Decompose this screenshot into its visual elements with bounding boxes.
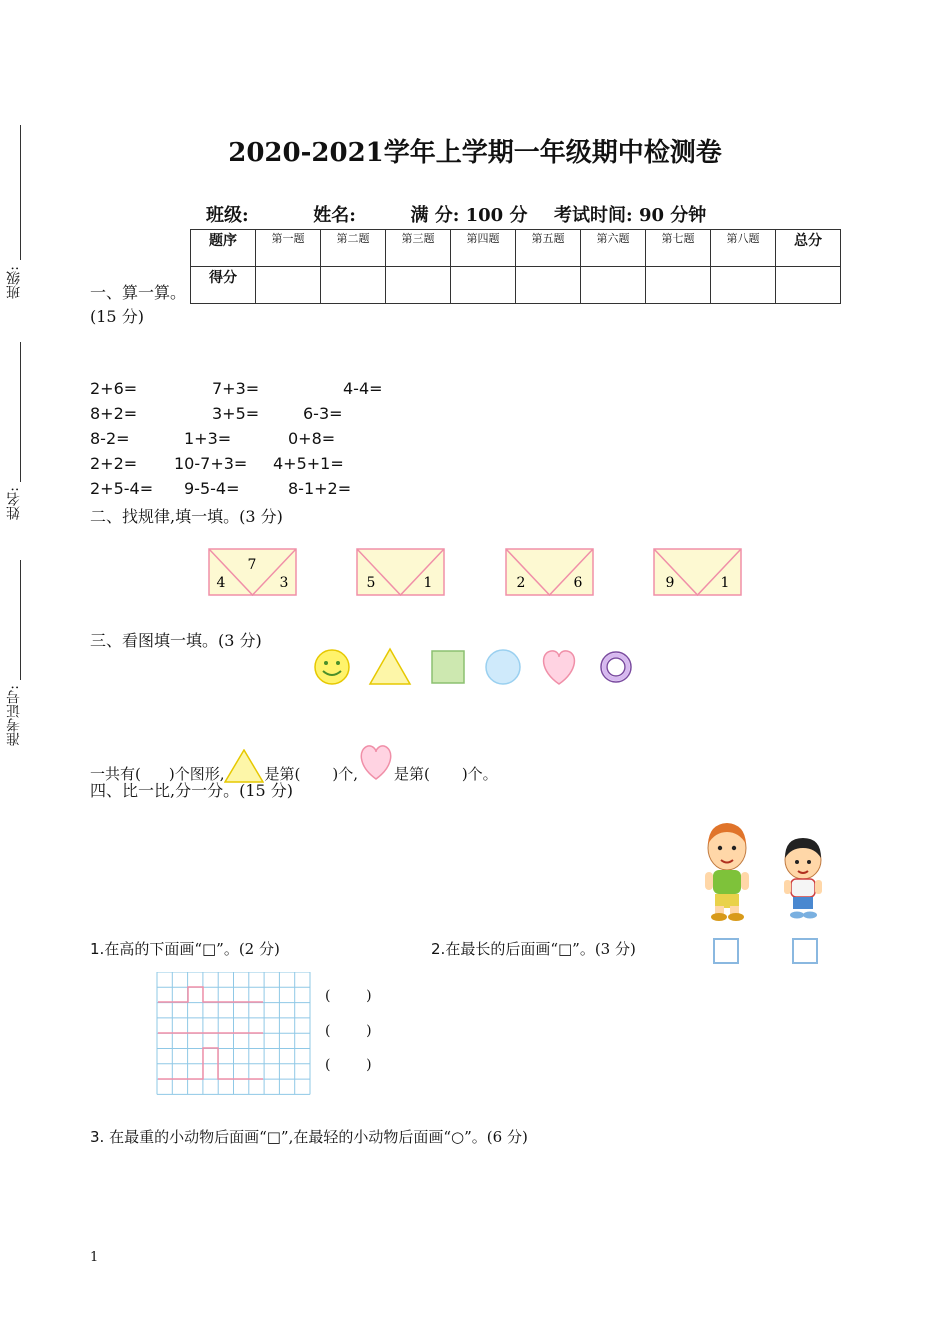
arith-item: 2+2= — [90, 454, 138, 473]
section1-title: 一、算一算。 — [90, 283, 187, 302]
envelope-left-number: 9 — [665, 575, 675, 591]
arith-item: 9-5-4= — [184, 479, 240, 498]
section3-title — [90, 628, 262, 651]
envelopes-figure — [0, 540, 950, 610]
arith-item: 4+5+1= — [273, 454, 344, 473]
circle-icon — [486, 650, 520, 684]
col-total: 总分 — [776, 230, 841, 267]
smiley-icon — [315, 650, 349, 684]
answer-box-tall[interactable] — [713, 938, 739, 964]
section4-title-text: 四、比一比,分一分。 — [90, 781, 240, 800]
col-q7: 第七题 — [646, 230, 711, 267]
envelope-3 — [506, 549, 593, 595]
answer-paren-3[interactable]: ( ) — [325, 1057, 372, 1073]
section3-points: (3 分) — [218, 631, 262, 650]
heart-icon — [358, 743, 394, 781]
page-title: 2020-2021学年上学期一年级期中检测卷 — [228, 138, 722, 168]
q-text: )个图形, — [168, 765, 225, 783]
q-text: )个, — [332, 765, 358, 783]
col-q2: 第二题 — [321, 230, 386, 267]
q3-text: 在最重的小动物后面画“□”,在最轻的小动物后面画“○”。(6 分) — [104, 1128, 528, 1146]
col-q4: 第四题 — [451, 230, 516, 267]
question-4-3 — [90, 1126, 528, 1147]
q2-text: 在最长的后面画“□”。(3 分) — [445, 940, 636, 958]
envelope-left-number: 2 — [516, 575, 526, 591]
arith-item: 8-2= — [90, 429, 130, 448]
question-4-1 — [90, 938, 280, 959]
arith-item: 2+5-4= — [90, 479, 154, 498]
section1-points: (15 分) — [90, 307, 144, 326]
col-q1: 第一题 — [256, 230, 321, 267]
arith-item: 6-3= — [303, 404, 343, 423]
score-cell[interactable] — [581, 267, 646, 304]
triangle-icon — [370, 649, 410, 684]
envelope-left-number: 4 — [216, 575, 226, 591]
score-cell[interactable] — [451, 267, 516, 304]
score-cell[interactable] — [776, 267, 841, 304]
arith-item: 7+3= — [212, 379, 260, 398]
col-q8: 第八题 — [711, 230, 776, 267]
answer-paren-2[interactable]: ( ) — [325, 1023, 372, 1039]
section2-points: (3 分) — [239, 507, 283, 526]
col-q6: 第六题 — [581, 230, 646, 267]
score-cell[interactable] — [711, 267, 776, 304]
exam-info — [206, 201, 706, 227]
q3-number: 3. — [90, 1128, 105, 1146]
square-icon — [432, 651, 464, 683]
score-table — [190, 229, 841, 304]
heart-icon — [544, 651, 575, 684]
arith-item: 8+2= — [90, 404, 138, 423]
row-label-score: 得分 — [191, 267, 256, 304]
score-cell[interactable] — [516, 267, 581, 304]
arith-item: 0+8= — [288, 429, 336, 448]
short-boy-icon — [784, 838, 822, 919]
answer-box-short[interactable] — [792, 938, 818, 964]
boys-illustration — [695, 818, 835, 923]
arith-item: 3+5= — [212, 404, 260, 423]
envelope-top-number: 7 — [247, 557, 257, 573]
envelope-right-number: 3 — [279, 575, 289, 591]
binding-exam-id-label: 准考证号: — [6, 685, 22, 746]
score-cell[interactable] — [386, 267, 451, 304]
arith-item: 1+3= — [184, 429, 232, 448]
exam-time: 考试时间: 90 分钟 — [554, 205, 707, 226]
q2-number: 2. — [431, 940, 446, 958]
envelope-right-number: 1 — [720, 575, 730, 591]
envelope-right-number: 6 — [573, 575, 583, 591]
ring-icon — [601, 652, 631, 682]
shapes-row — [300, 645, 650, 690]
page-number: 1 — [90, 1250, 99, 1265]
arith-item: 8-1+2= — [288, 479, 352, 498]
col-q5: 第五题 — [516, 230, 581, 267]
score-table-score-row — [191, 267, 841, 304]
arith-item: 10-7+3= — [174, 454, 248, 473]
q1-text: 在高的下面画“□”。(2 分) — [104, 940, 280, 958]
question-4-2 — [431, 938, 636, 959]
section3-title-text: 三、看图填一填。 — [90, 631, 219, 650]
binding-class-label: 班级: — [6, 266, 22, 299]
grid-lines-figure — [156, 972, 312, 1096]
tall-boy-icon — [705, 823, 749, 921]
arith-item: 4-4= — [343, 379, 383, 398]
q-text: 是第( — [393, 765, 430, 783]
section2-title-text: 二、找规律,填一填。 — [90, 507, 240, 526]
score-cell[interactable] — [646, 267, 711, 304]
binding-name-label: 姓名: — [6, 487, 22, 520]
envelope-4 — [654, 549, 741, 595]
envelope-left-number: 5 — [366, 575, 376, 591]
score-cell[interactable] — [321, 267, 386, 304]
envelope-1 — [209, 549, 296, 595]
envelope-2 — [357, 549, 444, 595]
col-q3: 第三题 — [386, 230, 451, 267]
section2-title — [90, 504, 283, 527]
line-1 — [158, 987, 263, 1002]
q-text: 是第( — [264, 765, 301, 783]
envelope-right-number: 1 — [423, 575, 433, 591]
row-label-sequence: 题序 — [191, 230, 256, 267]
full-score: 满 分: 100 分 — [410, 205, 528, 226]
name-label: 姓名: — [313, 205, 356, 226]
score-table-header-row — [191, 230, 841, 267]
score-cell[interactable] — [256, 267, 321, 304]
q1-number: 1. — [90, 940, 105, 958]
class-label: 班级: — [206, 205, 249, 226]
q-text: 一共有( — [90, 765, 141, 783]
answer-paren-1[interactable]: ( ) — [325, 988, 372, 1004]
binding-line-mid1 — [20, 342, 21, 482]
section4-title — [90, 778, 293, 801]
section4-points: (15 分) — [239, 781, 294, 800]
q-text: )个。 — [461, 765, 498, 783]
arith-item: 2+6= — [90, 379, 138, 398]
